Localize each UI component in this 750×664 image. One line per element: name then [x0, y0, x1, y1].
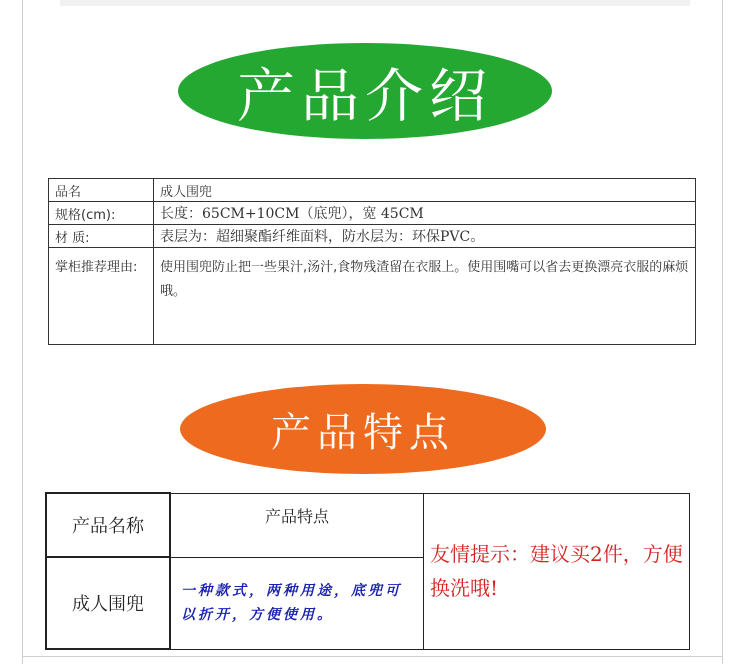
friendly-tip: 友情提示：建议买2件，方便换洗哦!: [424, 493, 690, 649]
product-intro-title: 产品介绍: [236, 62, 493, 130]
spec-table: [48, 178, 696, 345]
spec-key: 品名: [49, 179, 154, 202]
product-intro-banner: [178, 43, 552, 139]
spec-value: 表层为：超细聚酯纤维面料，防水层为：环保PVC。: [154, 225, 696, 248]
spec-value: 长度：65CM+10CM（底兜），宽 45CM: [154, 202, 696, 225]
frame-left-border: [22, 0, 23, 664]
spec-key: 规格(cm):: [49, 202, 154, 225]
frame-bottom-border: [22, 656, 723, 657]
product-name-cell: 成人围兜: [46, 557, 170, 649]
spec-row-name: [49, 179, 696, 202]
product-features-title: 产品特点: [271, 409, 455, 456]
spec-row-material: [49, 225, 696, 248]
spec-key: 掌柜推荐理由:: [49, 248, 154, 345]
spec-row-size: [49, 202, 696, 225]
col-header-product-features: 产品特点: [170, 493, 424, 557]
product-features-banner: [180, 384, 546, 474]
features-table: [45, 492, 690, 650]
top-strip: [60, 0, 690, 6]
col-header-product-name: 产品名称: [46, 493, 170, 557]
spec-key: 材 质:: [49, 225, 154, 248]
spec-row-reason: [49, 248, 696, 345]
spec-value: 使用围兜防止把一些果汁,汤汁,食物残渣留在衣服上。使用围嘴可以省去更换漂亮衣服的麻烦哦。: [154, 248, 696, 345]
spec-value: 成人围兜: [154, 179, 696, 202]
frame-right-border: [722, 0, 723, 664]
product-description-cell: 一种款式，两种用途，底兜可以折开，方便使用。: [170, 557, 424, 649]
features-header-row: [46, 493, 690, 557]
